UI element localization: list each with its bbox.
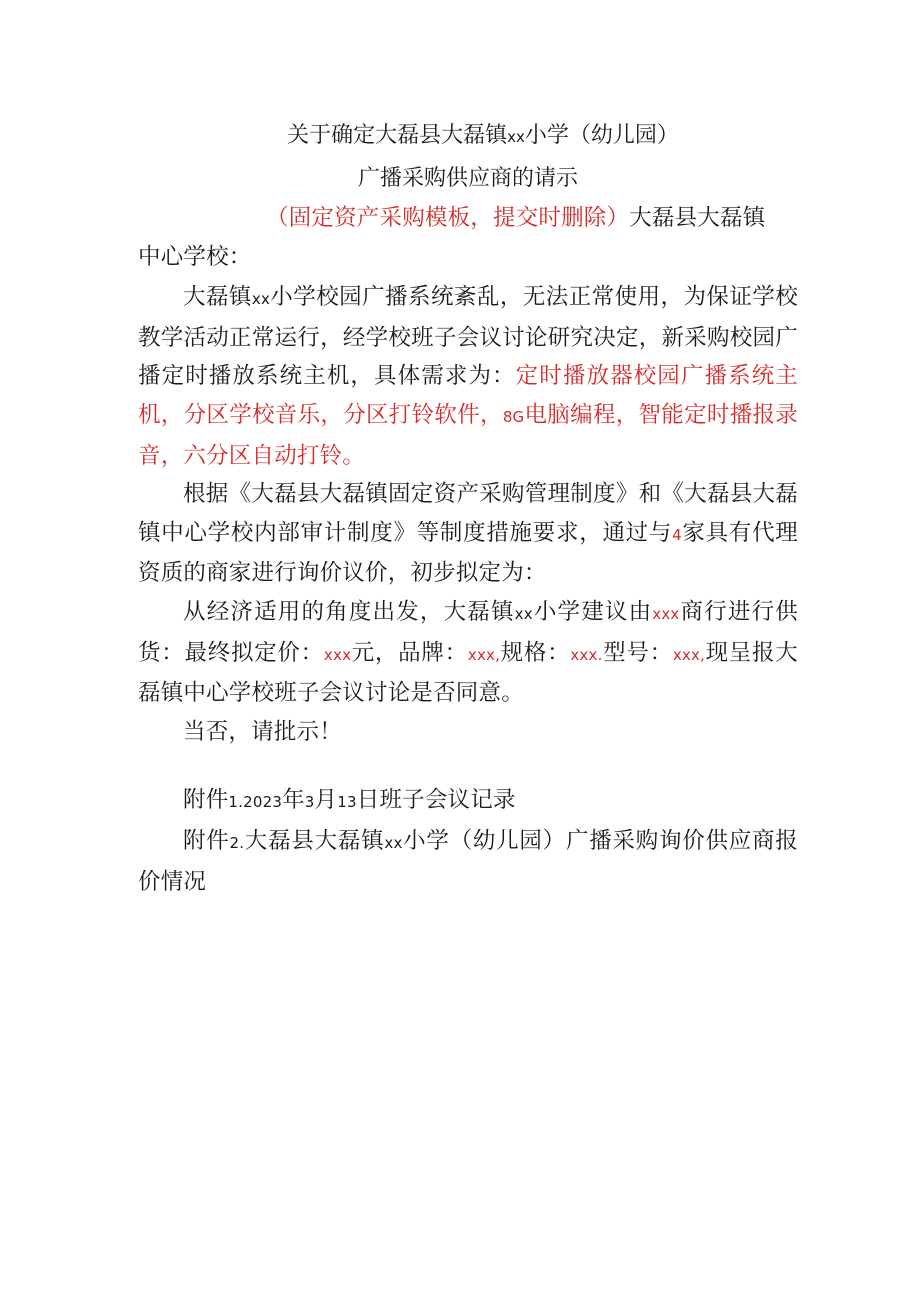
text-span: 家具有代理资质的商家进行询价议价，初步拟定为： [138,519,798,587]
title-text-part: 小学（幼儿园） [524,123,679,148]
text-span: 小学建议由 [532,598,653,625]
title-text-part: 关于确定大磊县大磊镇 [287,123,508,148]
attachment-number: 1.2023 [228,793,283,812]
text-span: 型号： [602,639,673,666]
addressee-text: 大磊县大磊镇 [629,205,766,231]
paragraph-request [138,278,798,475]
text-span: 年 [282,787,305,814]
text-span: 日班子会议记录 [356,787,516,814]
template-note: （固定资产采购模板，提交时删除） [266,205,630,231]
placeholder-xx: xx [384,833,403,852]
spec-placeholder: xxx. [570,645,603,664]
title-placeholder-xx: xx [507,128,525,146]
paragraph-basis [138,475,798,593]
text-span: 现呈报大磊镇中心学校班子会议讨论是否同意。 [138,639,798,707]
text-span: 从经济适用的角度出发，大磊镇 [183,598,515,625]
placeholder-xx: xx [514,604,533,623]
text-span: 元，品牌： [351,639,468,666]
price-placeholder: xxx [323,645,352,664]
paragraph-proposal [138,593,798,713]
requirement-8g: 8G [502,407,525,426]
placeholder-xx: xx [251,290,271,309]
model-placeholder: xxx, [672,645,706,664]
attachment-2 [138,822,798,901]
vendor-count: 4 [672,525,682,544]
attachment-number: 2. [229,833,245,852]
text-span: 根据《大磊县大磊镇固定资产采购管理制度》和《大磊县大磊镇中心学校内部审计制度》等制度措施要求，通过与 [138,481,798,546]
day-number: 13 [337,793,357,812]
requirement-text: 定时播放器校园广播系统主机，分区学校音乐，分区打铃软件， [138,363,798,428]
text-span: 附件 [183,787,229,814]
text-span: 附件 [183,827,230,854]
text-span: 规格： [500,639,571,666]
document-title-line1 [138,116,798,157]
attachment-1 [138,781,798,822]
addressee-line [138,199,798,276]
text-span: 小学（幼儿园）广播采购询价供应商报价情况 [138,827,798,895]
vendor-placeholder: xxx [652,604,680,623]
month-number: 3 [304,793,315,812]
brand-placeholder: xxx, [467,645,501,664]
text-span: 大磊镇 [183,284,252,311]
text-span: 商行进行供货：最终拟定价： [138,598,798,666]
requirement-text: 电脑编程，智能定时播报录音，六分区自动打铃。 [138,401,798,469]
document-title-line2: 广播采购供应商的请示 [357,166,578,191]
paragraph-closing: 当否，请批示！ [183,718,342,745]
text-span: 小学校园广播系统紊乱，无法正常使用，为保证学校教学活动正常运行，经学校班子会议讨论研究决定，新采购校园广播定时播放系统主机，具体需求为： [138,284,798,390]
addressee-text: 中心学校： [138,243,252,270]
text-span: 大磊县大磊镇 [244,827,385,854]
spacer [138,751,798,781]
text-span: 月 [314,787,338,814]
document-page [138,116,798,901]
